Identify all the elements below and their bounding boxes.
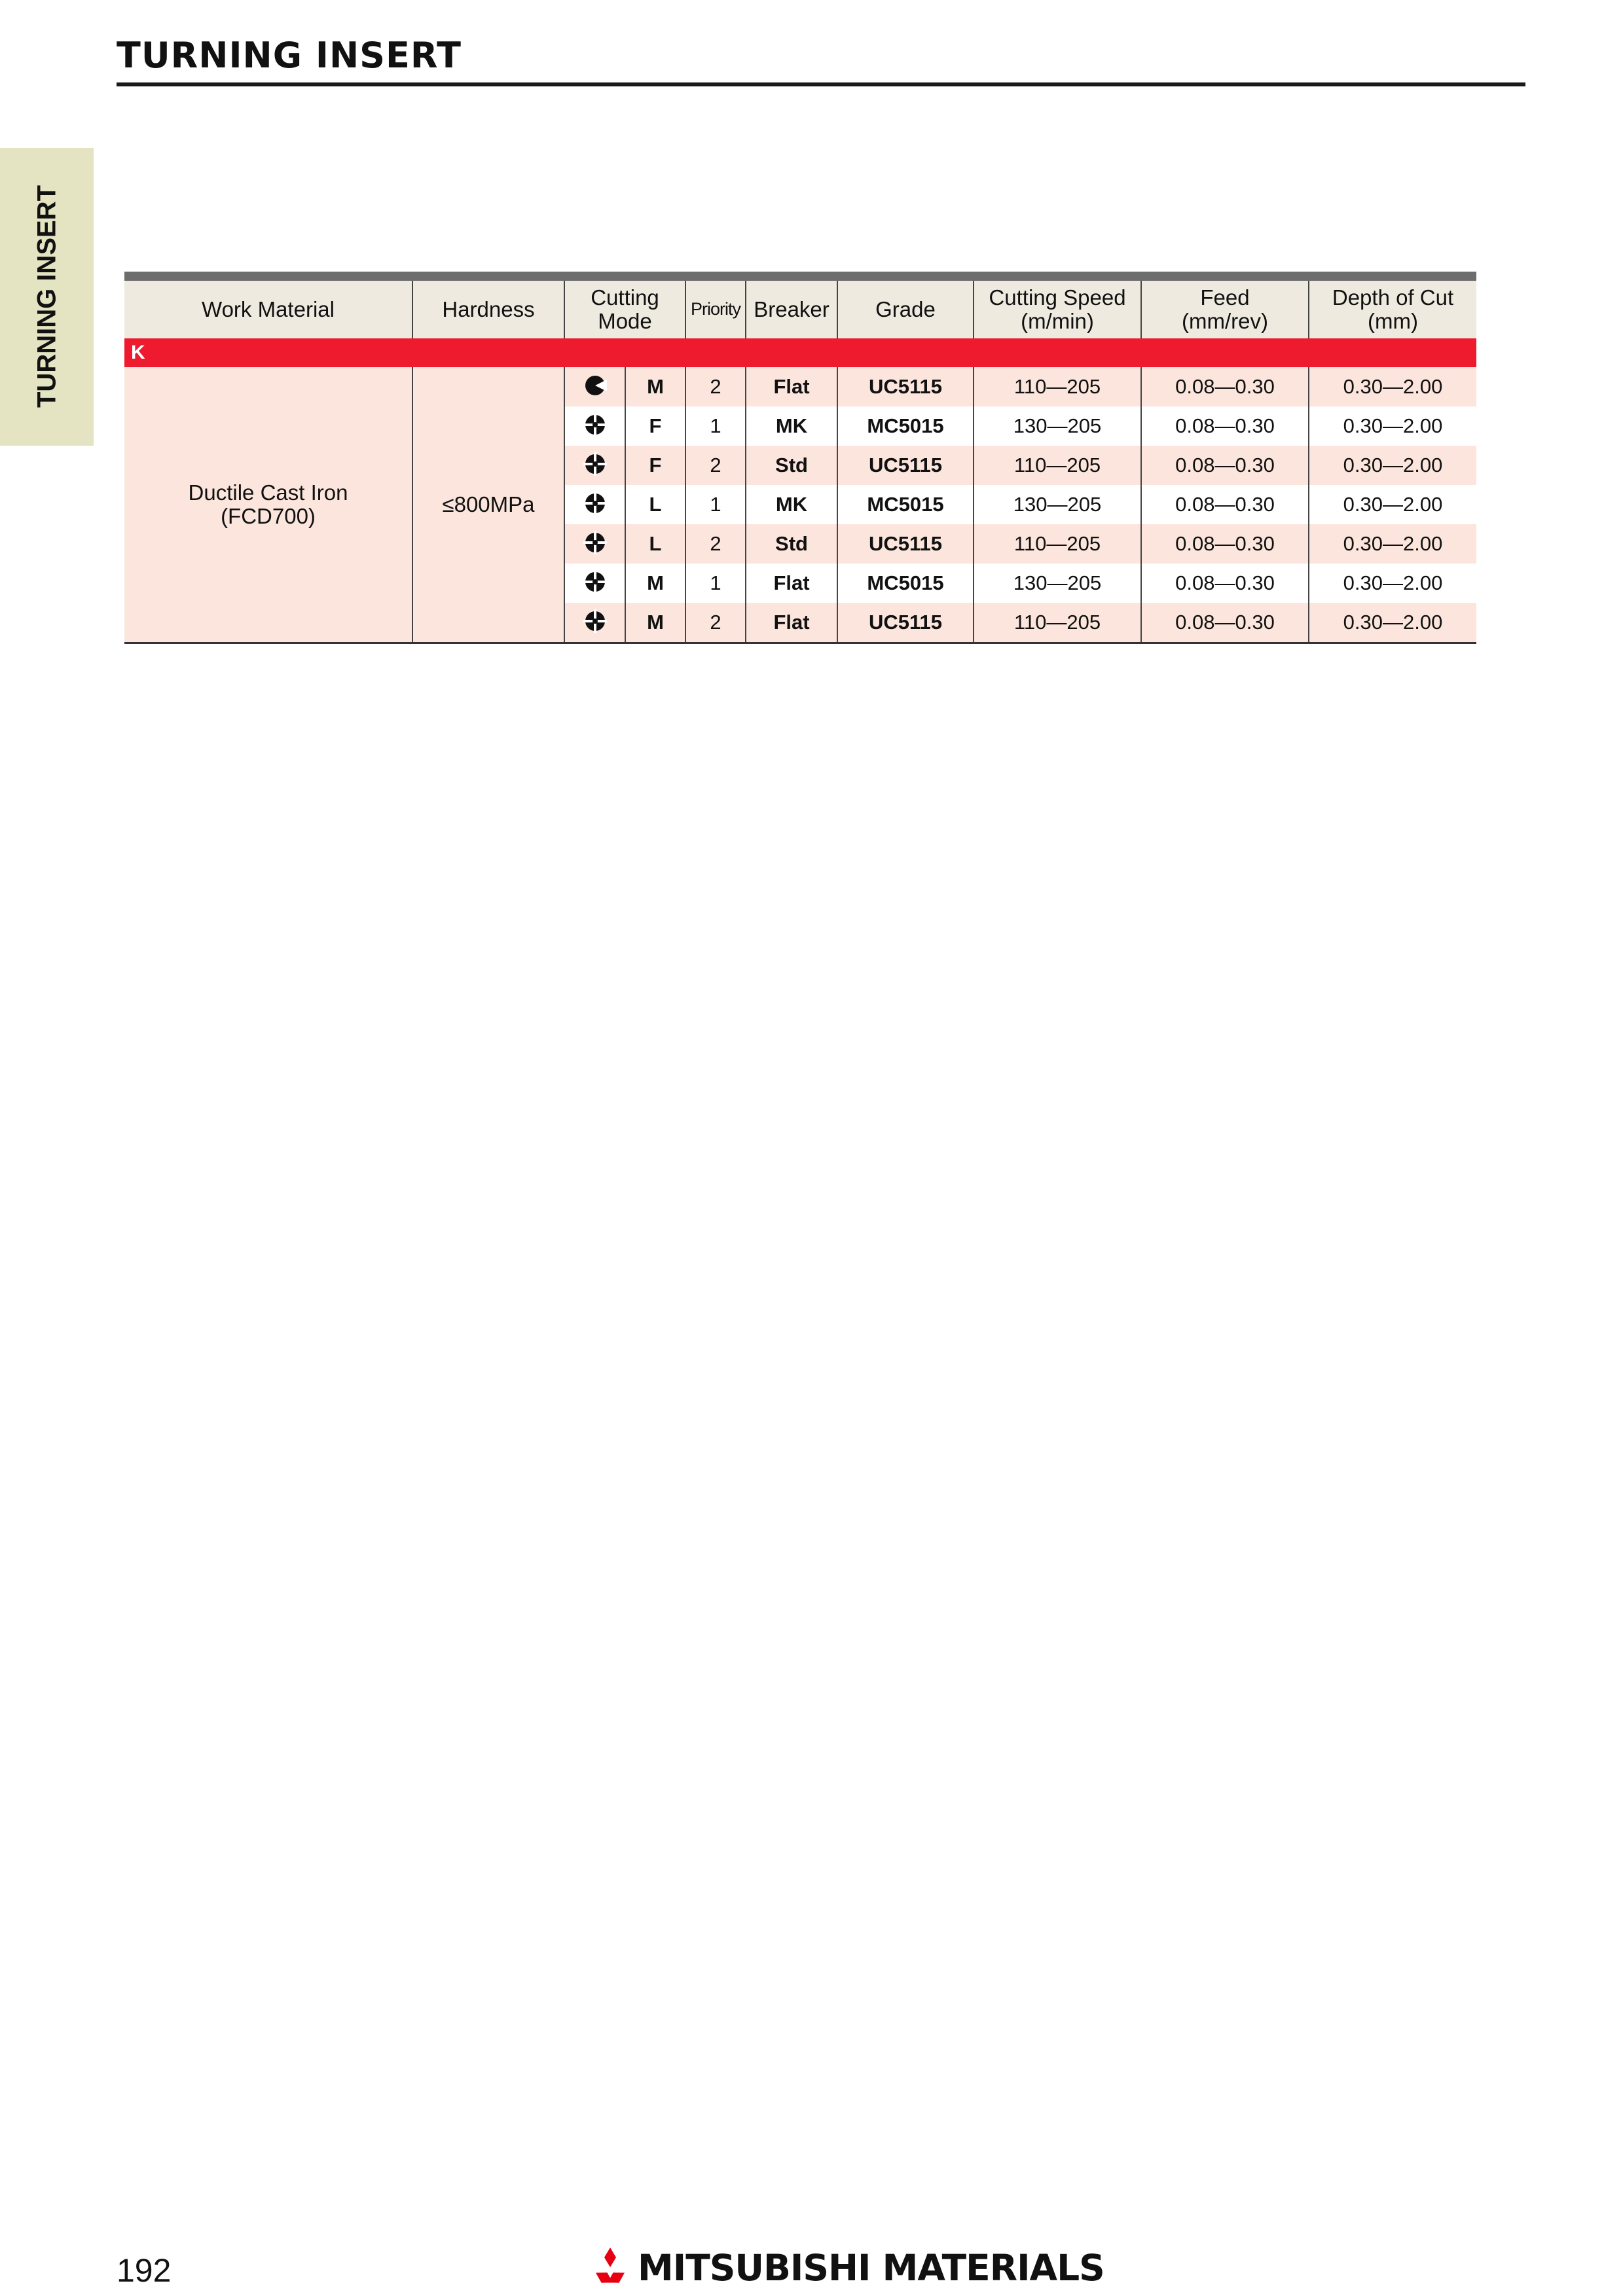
table-header-row: [124, 276, 1476, 338]
work-material-line1: Ductile Cast Iron: [188, 480, 348, 505]
grade-cell: UC5115: [837, 367, 974, 406]
group-label: K: [124, 338, 1476, 367]
interrupted-cut-icon: [583, 452, 607, 476]
speed-cell: 110—205: [974, 603, 1141, 643]
header-cutting-speed-line2: (m/min): [1021, 309, 1094, 333]
depth-cell: 0.30—2.00: [1309, 603, 1476, 643]
table-row: [124, 367, 1476, 406]
depth-cell: 0.30—2.00: [1309, 564, 1476, 603]
feed-cell: 0.08—0.30: [1141, 406, 1309, 446]
feed-cell: 0.08—0.30: [1141, 485, 1309, 524]
grade-cell: MC5015: [837, 406, 974, 446]
three-diamonds-icon: [588, 2248, 632, 2288]
header-depth-line1: Depth of Cut: [1332, 285, 1454, 310]
brand-logo: [588, 2245, 1104, 2291]
speed-cell: 110—205: [974, 446, 1141, 485]
depth-cell: 0.30—2.00: [1309, 406, 1476, 446]
speed-cell: 110—205: [974, 367, 1141, 406]
header-feed: [1141, 276, 1309, 338]
interrupted-cut-icon: [583, 492, 607, 515]
header-feed-line2: (mm/rev): [1182, 309, 1268, 333]
speed-cell: 130—205: [974, 485, 1141, 524]
work-material-cell: [124, 367, 412, 643]
feed-cell: 0.08—0.30: [1141, 564, 1309, 603]
header-cutting-mode-line2: Mode: [598, 309, 652, 333]
continuous-cut-icon: [583, 374, 607, 397]
cutting-condition-icon-cell: [564, 406, 625, 446]
grade-cell: MC5015: [837, 564, 974, 603]
grade-cell: UC5115: [837, 603, 974, 643]
cutting-condition-icon-cell: [564, 446, 625, 485]
header-grade: Grade: [837, 276, 974, 338]
header-depth-line2: (mm): [1368, 309, 1418, 333]
breaker-cell: Flat: [746, 564, 837, 603]
header-feed-line1: Feed: [1200, 285, 1250, 310]
priority-cell: 1: [685, 564, 746, 603]
hardness-cell: ≤800MPa: [412, 367, 564, 643]
side-tab-label: TURNING INSERT: [32, 185, 62, 408]
grade-cell: MC5015: [837, 485, 974, 524]
mode-cell: M: [625, 564, 685, 603]
header-cutting-speed-line1: Cutting Speed: [989, 285, 1126, 310]
breaker-cell: MK: [746, 406, 837, 446]
interrupted-cut-icon: [583, 609, 607, 633]
mode-cell: F: [625, 446, 685, 485]
breaker-cell: MK: [746, 485, 837, 524]
feed-cell: 0.08—0.30: [1141, 367, 1309, 406]
mode-cell: M: [625, 603, 685, 643]
mode-cell: L: [625, 524, 685, 564]
title-rule: [117, 82, 1525, 86]
header-breaker: Breaker: [746, 276, 837, 338]
feed-cell: 0.08—0.30: [1141, 524, 1309, 564]
cutting-conditions-table: [124, 272, 1476, 644]
cutting-condition-icon-cell: [564, 485, 625, 524]
cutting-condition-icon-cell: [564, 367, 625, 406]
cutting-condition-icon-cell: [564, 603, 625, 643]
priority-cell: 2: [685, 446, 746, 485]
interrupted-cut-icon: [583, 570, 607, 594]
priority-cell: 2: [685, 524, 746, 564]
group-row: [124, 338, 1476, 367]
cutting-condition-icon-cell: [564, 564, 625, 603]
feed-cell: 0.08—0.30: [1141, 446, 1309, 485]
header-work-material: Work Material: [124, 276, 412, 338]
brand-name: MITSUBISHI MATERIALS: [638, 2247, 1104, 2289]
grade-cell: UC5115: [837, 446, 974, 485]
speed-cell: 110—205: [974, 524, 1141, 564]
feed-cell: 0.08—0.30: [1141, 603, 1309, 643]
depth-cell: 0.30—2.00: [1309, 446, 1476, 485]
header-hardness: Hardness: [412, 276, 564, 338]
priority-cell: 1: [685, 485, 746, 524]
mode-cell: L: [625, 485, 685, 524]
depth-cell: 0.30—2.00: [1309, 367, 1476, 406]
header-depth-of-cut: [1309, 276, 1476, 338]
grade-cell: UC5115: [837, 524, 974, 564]
breaker-cell: Flat: [746, 367, 837, 406]
interrupted-cut-icon: [583, 413, 607, 437]
mode-cell: M: [625, 367, 685, 406]
priority-cell: 2: [685, 603, 746, 643]
mode-cell: F: [625, 406, 685, 446]
header-priority: Priority: [685, 276, 746, 338]
depth-cell: 0.30—2.00: [1309, 524, 1476, 564]
speed-cell: 130—205: [974, 564, 1141, 603]
priority-cell: 2: [685, 367, 746, 406]
breaker-cell: Std: [746, 446, 837, 485]
priority-cell: 1: [685, 406, 746, 446]
interrupted-cut-icon: [583, 531, 607, 554]
speed-cell: 130—205: [974, 406, 1141, 446]
header-cutting-mode: [564, 276, 685, 338]
depth-cell: 0.30—2.00: [1309, 485, 1476, 524]
header-cutting-mode-line1: Cutting: [591, 285, 659, 310]
breaker-cell: Std: [746, 524, 837, 564]
header-cutting-speed: [974, 276, 1141, 338]
page-title: TURNING INSERT: [117, 35, 462, 76]
work-material-line2: (FCD700): [221, 504, 316, 528]
cutting-condition-icon-cell: [564, 524, 625, 564]
page-number: 192: [117, 2252, 172, 2289]
breaker-cell: Flat: [746, 603, 837, 643]
